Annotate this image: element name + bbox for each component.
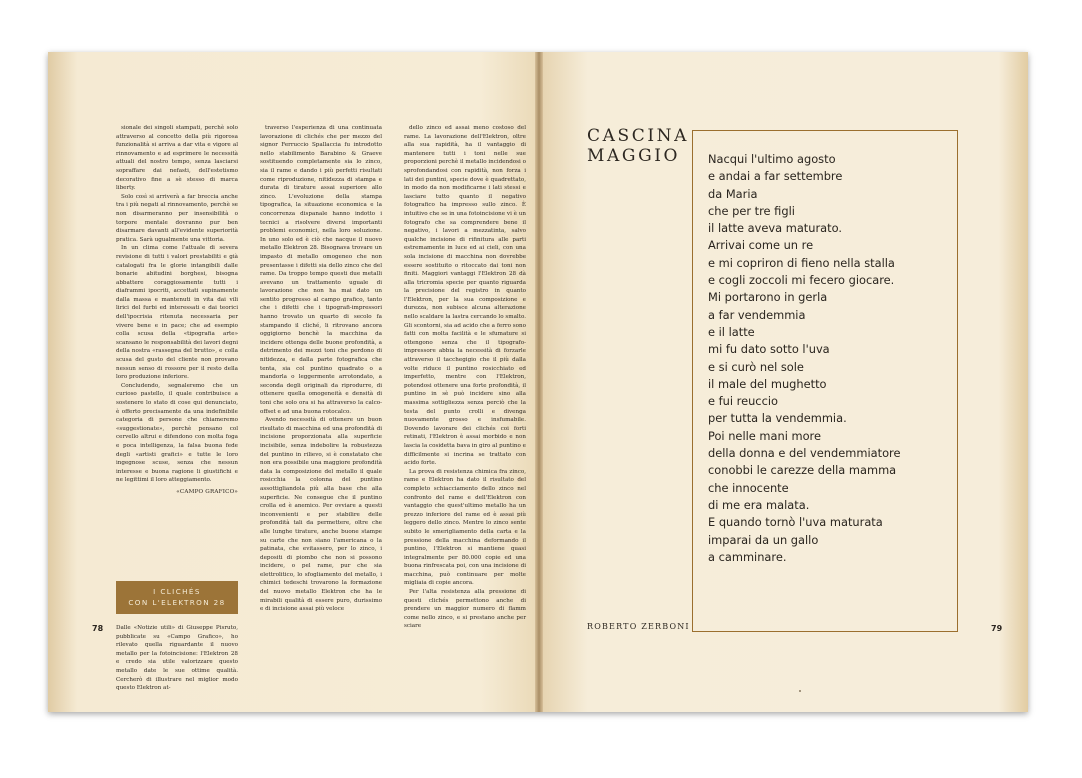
paragraph: Per l'alta resistenza alla pressione di questi clichés permettono anche di prendere un maggior numero di flamm come nello zinco, e si prestano anche per sciare bbox=[404, 589, 526, 630]
poem-line: a far vendemmia bbox=[708, 307, 806, 322]
poem-line: a camminare. bbox=[708, 549, 787, 564]
poem-line: Poi nelle mani more bbox=[708, 428, 821, 443]
paragraph: sionale dei singoli stampati, perchè solo attraverso al concetto della più rigorosa funzionalità si arriva a dar vita e vigore al rinnovamento e ad esprimere le necessità attuali del nostro tempo, senza lasciarsi sopraffare dai nefasti, dell'estetismo decorativo fine a sè stesso di marca liberty. bbox=[116, 125, 238, 192]
paragraph: dello zinco ed assai meno costoso del rame. La lavorazione dell'Elektron, oltre alla sua rapidità, ha il vantaggio di mantenere tutti i toni nelle sue proporzioni perchè il metallo incidendosi o sprofondandosi con rapidità, non forza i lati dei puntini, specie dove è quadrettato, in modo da non modificarne i lati stessi e lasciare tutto quanto il negativo fotografico ha impresso sullo zinco. È intuitivo che se in una fotoincisione vi è un fotografo che sa comprendere bene il negativo, i lavori a mezzatinta, salvo qualche incisione di rifinitura alle parti estremamente in luce ed ai cieli, con una sola incisione di macchina non dovrebbe essere sostituito o ritoccato dai toni non finiti. Maggiori vantaggi l'Elektron 28 dà alla tricromia specie per quanto riguarda la precisione del registro in quanto l'Elektron, per la sua composizione e durezza, non subisce alcuna alterazione nello scaldare la lastra cercando lo smalto. Gli scontorni, sia ad acido che a ferro sono fatti con molta facilità e le sfumature si ottengono senza che il tipografo-impressore abbia la necessità di forzarle attraverso il tacchegigio che il più dalla volte riduce il puntino rosicchiato ed imperfetto, mentre con l'Elektron, potendosi ottenere una forte profondità, il puntino in sè può incidere sino alla massima sottigliezza senza perciò che la testa del punto crolli e divenga nuovamente grosso e insfumabile. Dovendo lavorare dei clichés coi forti retinati, l'Elektron è assai morbido e non lascia la cosidetta bava in giro al puntino e difficilmente si incrina se trattato con acido forte. bbox=[404, 125, 526, 467]
poem-line: e fui reuccio bbox=[708, 394, 778, 409]
poem-line: che per tre figli bbox=[708, 203, 795, 218]
poem-line: per tutta la vendemmia. bbox=[708, 411, 847, 426]
poem-line: Mi portarono in gerla bbox=[708, 290, 828, 305]
poem-line: Nacqui l'ultimo agosto bbox=[708, 152, 836, 166]
poem-line: conobbi le carezze della mamma bbox=[708, 463, 897, 478]
poem-line: di me era malata. bbox=[708, 497, 810, 512]
paper-speck bbox=[799, 690, 801, 692]
right-page bbox=[539, 52, 1028, 712]
paragraph: Dalle «Notizie utili» di Giuseppe Pisruto, pubblicate su «Campo Grafico», ho rilevato quella riguardante il nuovo metallo per la fotoincisione: l'Elektron 28 e credo sia utile valorizzare questo metallo date le sue ottime qualità. Cercherò di illustrare nel miglior modo questo Elektron at- bbox=[116, 625, 238, 692]
page-number-right: 79 bbox=[991, 624, 1003, 633]
section-title-line2: CON L'ELEKTRON 28 bbox=[128, 598, 226, 607]
paragraph: In un clima come l'attuale di severa revisione di tutti i valori prestabiliti e già catalogati fra le glorie intangibili dalle bonarie abitudini borghesi, bisogna abbattere coraggiosamente tutti i diaframmi ipocriti, accettati supinamente dalla massa e mantenuti in vita dai vili lirici del furbi ed interessati e dai teorici dell'ipocrisia ritenuta necessaria per vivere bene e in pace; che ad esempio colla scusa della «tipografia arte» scansano le responsabilità dei lavori degni della nostra «rassegna del brutto», e colla scusa del gusto del cliente non provano nessun senso di rossore per il resto della loro produzione inferiore. bbox=[116, 245, 238, 381]
poem-line: e cogli zoccoli mi fecero giocare. bbox=[708, 273, 895, 288]
poem-line: che innocente bbox=[708, 480, 789, 495]
magazine-spread bbox=[48, 52, 1028, 712]
page-number-left: 78 bbox=[92, 624, 104, 633]
poem-line: e andai a far settembre bbox=[708, 169, 843, 184]
poem-line: imparai da un gallo bbox=[708, 532, 819, 547]
poem-line: della donna e del vendemmiatore bbox=[708, 446, 901, 461]
paragraph: La prova di resistenza chimica fra zinco, rame e Elektron ha dato il risultato del completo schiacciamento dello zinco nel confronto del rame e dell'Elektron con vantaggio che quest'ultimo metallo ha un prezzo inferiore del rame ed è assai più leggero dello zinco. Mentre lo zinco sente subito le smerigliamento della carta e la pressione della macchina deformando il puntino, l'Elektron si mantiene quasi integralmente per 80.000 copie ed una buona rinfrescata poi, con una incisione di macchina, può continuare per molte migliaia di copie ancora. bbox=[404, 468, 526, 587]
poem-line: Arrivai come un re bbox=[708, 238, 814, 253]
poem-line: il latte aveva maturato. bbox=[708, 221, 843, 236]
poem-line: da Maria bbox=[708, 186, 758, 201]
text-column-1-bottom bbox=[116, 624, 238, 692]
signature: «CAMPO GRAFICO» bbox=[176, 488, 238, 495]
poem-line: e mi copriron di fieno nella stalla bbox=[708, 255, 895, 270]
poem-line: e si curò nel sole bbox=[708, 359, 804, 374]
paragraph: Avendo necessità di ottenere un buon risultato di macchina ed una profondità di incisione proporzionata alla superficie incisibile, senza indebolire la robustezza del puntino in rilievo, si è constatato che non era possibile una maggiore profondità data la composizione del metallo il quale rosicchia la colonna del puntino assottigliandola più alla base che alla superficie. Ne consegue che il puntino crolla ed è anemico. Per ovviare a questi inconvenienti e per stabilire delle profondità tali da permettere, oltre che alle lunghe tirature, anche buone stampe su carte che non siano l'americana o la patinata, che evitassero, per lo zinco, i depositi di piombo che non si possono incidere, o pel rame, pur che sia elettrolitico, lo sfogliamento del metallo, i chimici tedeschi trovarono la formazione del nuovo metallo Elektron che ha le mirabili qualità di essere puro, durissimo e di incisione assai più veloce bbox=[260, 417, 382, 613]
poem-line: e il latte bbox=[708, 324, 755, 339]
poem-line: mi fu dato sotto l'uva bbox=[708, 342, 830, 357]
poem-line: il male del mughetto bbox=[708, 376, 827, 391]
left-page bbox=[48, 52, 539, 712]
poem-title-line1: CASCINA bbox=[587, 126, 690, 146]
poem-title bbox=[587, 126, 689, 166]
paragraph: Concludendo, segnaleremo che un curioso pastello, il quale contribuisce a sostenere lo stato di cose qui denunciato, è offerto precisamente da una indefinibile categoria di persone che chiameremo «suggestionate», perchè pensano col cervello altrui e difendono con molta foga e poca intelligenza, la falsa buona fede degli «artisti grafici» e tutte le loro ingegnose scuse, senza che nessun interesse e buona ragione li giustifichi e ne legittimi il loro atteggiamento. bbox=[116, 382, 238, 484]
poem-text bbox=[708, 151, 958, 566]
text-column-3 bbox=[404, 124, 526, 672]
section-title-box bbox=[116, 581, 238, 614]
section-title-line1: I CLICHÉS bbox=[153, 587, 201, 596]
author-name: ROBERTO ZERBONI bbox=[587, 622, 690, 631]
paragraph: traverso l'esperienza di una continuata lavorazione di clichés che per mezzo del signor Ferruccio Spallaccia fu introdotto nello stabilimento Barabino & Graeve sostituendo completamente sia lo zinco, sia il rame e dando i più perfetti risultati come riproduzione, nitidezza di stampa e durata di tirature assai superiore allo zinco. L'evoluzione della stampa tipografica, la situazione economica e la concorrenza dispanale hanno indotto i tecnici a risolvere diversi importanti problemi economici, nella loro soluzione. In uno solo ed è ciò che nacque il nuovo metallo Elektron 28. Bisognava trovare un impasto di metallo omogeneo che non presentasse i difetti sia dello zinco che del rame. Da troppo tempo questi due metalli avevano un trattamento uguale di lavorazione che non ha mai dato un sentito progresso al campo grafico, tanto che i difetti che i tipografi-impressori hanno trovato un quarto di secolo fa stampando il cliché, li ritrovano ancora oggigiorno benchè la macchina da incidere ottenga delle buone profondità, a detrimento dei mezzi toni che perdono di nitidezza, e dalla parte fotografica che tenta, sia col puntino quadrato o a mandorla o leggermente arrotondato, a seconda degli originali da riprodurre, di ottenere quella omogeneità e densità di toni che solo ora si ha attraverso la calco-offset e ad una buona rotocalco. bbox=[260, 125, 382, 415]
text-column-2 bbox=[260, 124, 382, 664]
poem-line: E quando tornò l'uva maturata bbox=[708, 515, 883, 530]
book-gutter bbox=[535, 52, 543, 712]
paragraph: Solo così si arriverà a far breccia anche tra i più negati al rinnovamento, perchè se non disarmeranno per insensibilità o torpore mentale dovranno pur ben disarmare davanti all'evidente superiorità pratica. Sarà ugualmente una vittoria. bbox=[116, 193, 238, 243]
poem-title-line2: MAGGIO bbox=[587, 146, 681, 166]
